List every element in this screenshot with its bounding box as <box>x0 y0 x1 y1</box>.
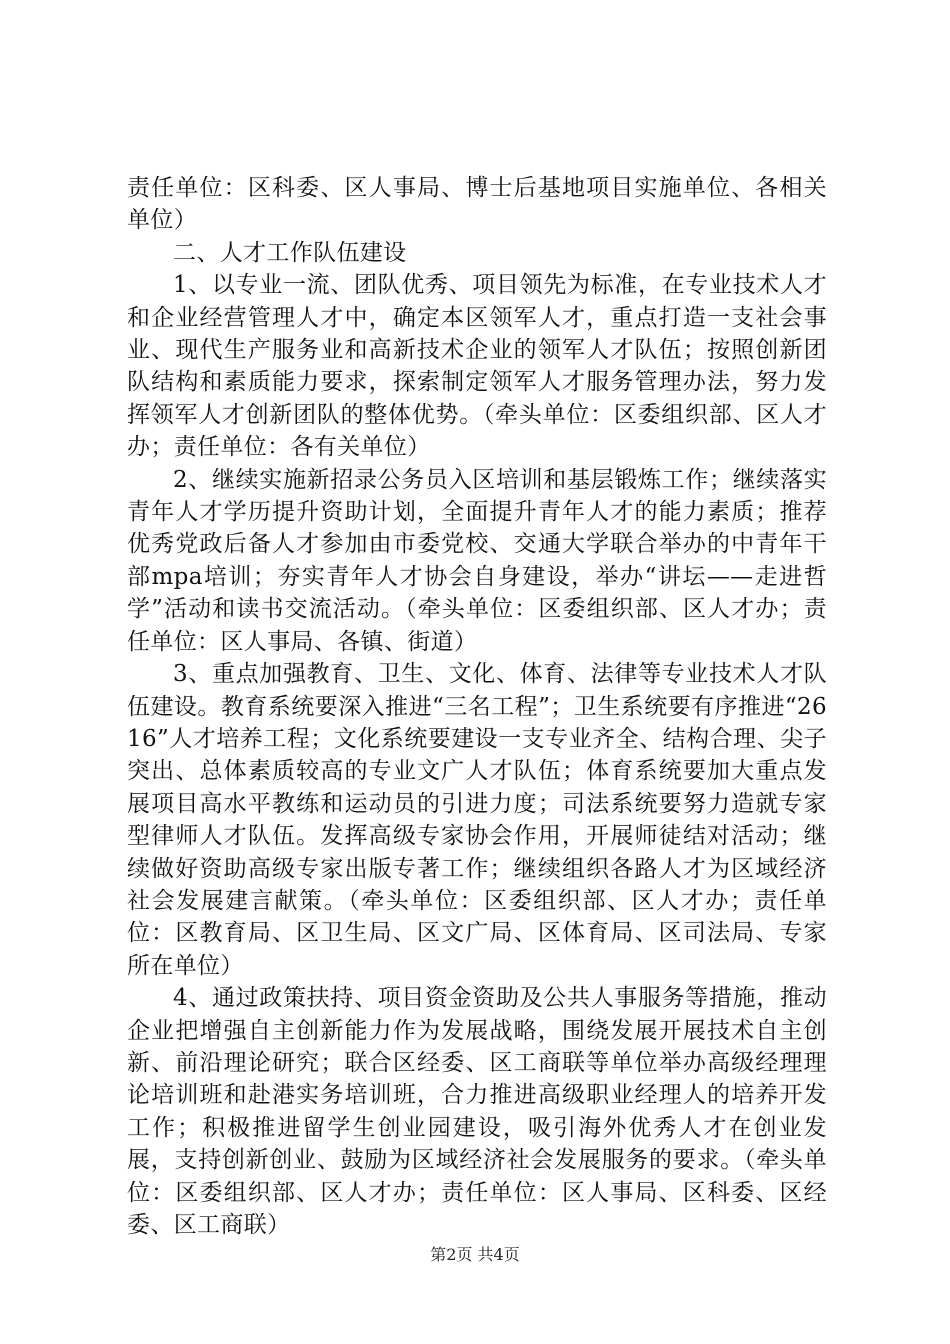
document-body <box>127 172 827 1241</box>
page-footer: 第2页 共4页 <box>430 1245 520 1264</box>
paragraph-item-3: 3、重点加强教育、卫生、文化、体育、法律等专业技术人才队伍建设。教育系统要深入推进“三名工程”；卫生系统要有序推进“2616”人才培养工程；文化系统要建设一支专业齐全、结构合理、尖子突出、总体素质较高的专业文广人才队伍；体育系统要加大重点发展项目高水平教练和运动员的引进力度；司法系统要努力造就专家型律师人才队伍。发挥高级专家协会作用，开展师徒结对活动；继续做好资助高级专家出版专著工作；继续组织各路人才为区域经济社会发展建言献策。（牵头单位：区委组织部、区人才办；责任单位：区教育局、区卫生局、区文广局、区体育局、区司法局、专家所在单位） <box>127 661 827 979</box>
paragraph-item-1: 1、以专业一流、团队优秀、项目领先为标准，在专业技术人才和企业经营管理人才中，确定本区领军人才，重点打造一支社会事业、现代生产服务业和高新技术企业的领军人才队伍；按照创新团队结构和素质能力要求，探索制定领军人才服务管理办法，努力发挥领军人才创新团队的整体优势。（牵头单位：区委组织部、区人才办；责任单位：各有关单位） <box>127 272 827 461</box>
paragraph-item-2: 2、继续实施新招录公务员入区培训和基层锻炼工作；继续落实青年人才学历提升资助计划，全面提升青年人才的能力素质；推荐优秀党政后备人才参加由市委党校、交通大学联合举办的中青年干部mpa培训；夯实青年人才协会自身建设，举办“讲坛——走进哲学”活动和读书交流活动。（牵头单位：区委组织部、区人才办；责任单位：区人事局、各镇、街道） <box>127 466 827 655</box>
paragraph-continuation: 责任单位：区科委、区人事局、博士后基地项目实施单位、各相关单位） <box>127 175 827 234</box>
paragraph-item-4: 4、通过政策扶持、项目资金资助及公共人事服务等措施，推动企业把增强自主创新能力作为发展战略，围绕发展开展技术自主创新、前沿理论研究；联合区经委、区工商联等单位举办高级经理理论培训班和赴港实务培训班，合力推进高级职业经理人的培养开发工作；积极推进留学生创业园建设，吸引海外优秀人才在创业发展，支持创新创业、鼓励为区域经济社会发展服务的要求。（牵头单位：区委组织部、区人才办；责任单位：区人事局、区科委、区经委、区工商联） <box>127 985 827 1238</box>
section-heading: 二、人才工作队伍建设 <box>173 239 407 266</box>
